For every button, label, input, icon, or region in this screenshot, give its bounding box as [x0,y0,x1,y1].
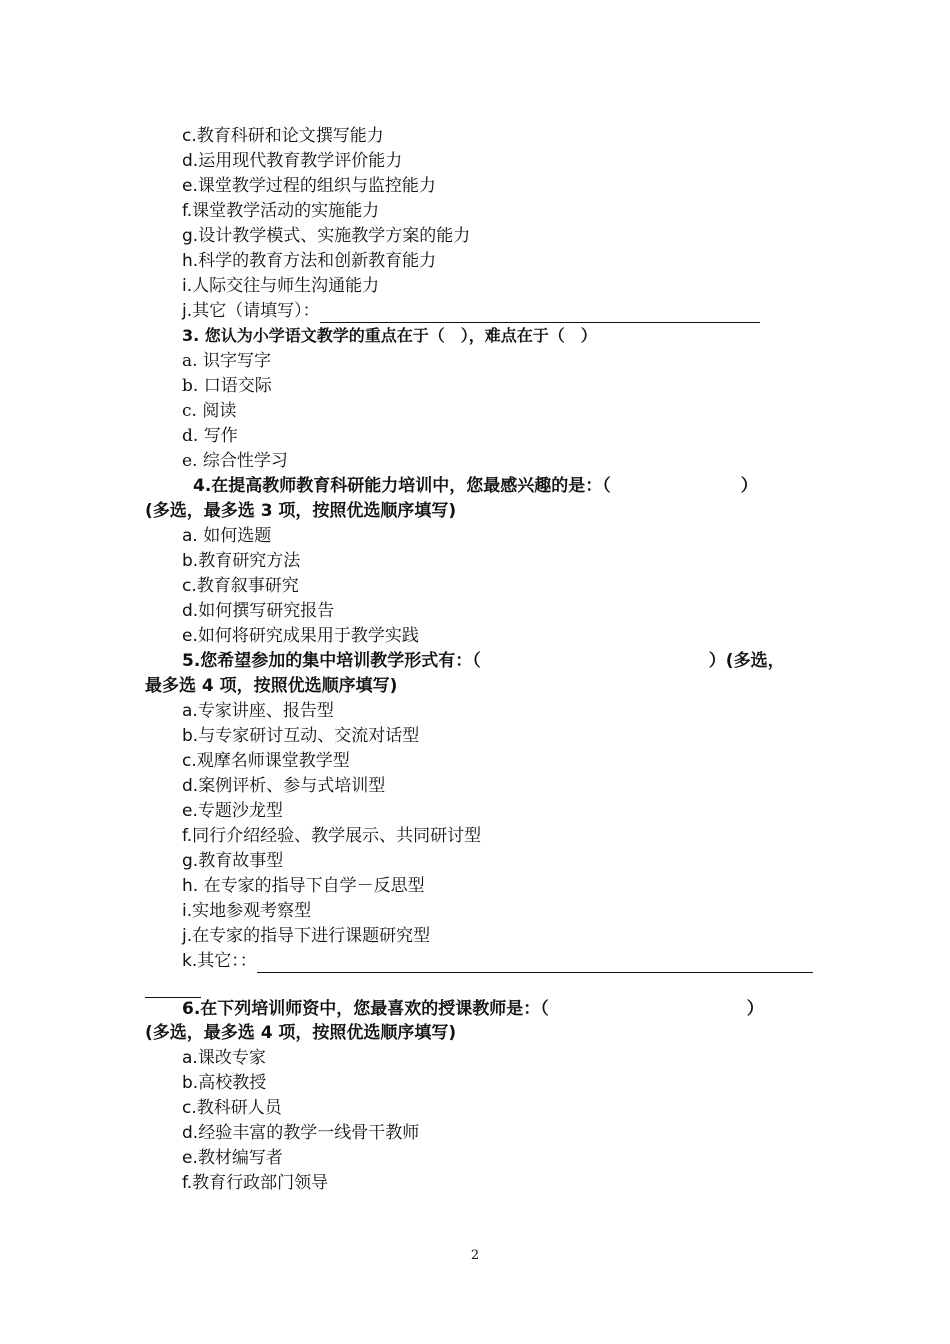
q2-option-e: e.课堂教学过程的组织与监控能力 [182,176,436,196]
q5-other-blank-cont[interactable] [145,974,201,998]
q4-title-cont: (多选，最多选 3 项，按照优选顺序填写) [145,501,457,521]
q3-option-a: a. 识字写字 [182,351,271,371]
q5-other-blank[interactable] [257,956,813,973]
q2-option-h: h.科学的教育方法和创新教育能力 [182,251,437,271]
page-number: 2 [470,1248,480,1263]
q5-title-cont: 最多选 4 项，按照优选顺序填写) [145,676,398,696]
q6-option-c: c.教科研人员 [182,1098,282,1118]
q6-title-start: 6.在下列培训师资中，您最喜欢的授课教师是：（ [182,999,549,1019]
q5-option-e: e.专题沙龙型 [182,801,283,821]
q5-option-b: b.与专家研讨互动、交流对话型 [182,726,420,746]
q6-title [182,997,764,1021]
q2-other-blank[interactable] [320,306,760,323]
q5-option-f: f.同行介绍经验、教学展示、共同研讨型 [182,826,482,846]
q6-option-f: f.教育行政部门领导 [182,1173,329,1193]
q5-option-i: i.实地参观考察型 [182,901,312,921]
q3-title: 3. 您认为小学语文教学的重点在于（ ），难点在于（ ） [182,326,597,345]
q3-option-b: b. 口语交际 [182,376,272,396]
q4-option-e: e.如何将研究成果用于教学实践 [182,626,419,646]
q4-option-c: c.教育叙事研究 [182,576,299,596]
q2-option-c: c.教育科研和论文撰写能力 [182,126,384,146]
q5-title-start: 5.您希望参加的集中培训教学形式有：（ [182,651,481,671]
q6-option-b: b.高校教授 [182,1073,267,1093]
q3-option-d: d. 写作 [182,426,238,446]
q5-option-a: a.专家讲座、报告型 [182,701,334,721]
q4-title-start: 4.在提高教师教育科研能力培训中，您最感兴趣的是：（ [193,476,611,496]
q2-option-i: i.人际交往与师生沟通能力 [182,276,380,296]
q5-option-g: g.教育故事型 [182,851,284,871]
q5-option-other [182,949,813,973]
q4-option-a: a. 如何选题 [182,526,272,546]
q2-option-g: g.设计教学模式、实施教学方案的能力 [182,226,471,246]
q4-title-end: ） [740,476,758,496]
q3-option-c: c. 阅读 [182,401,237,421]
q5-option-h: h. 在专家的指导下自学－反思型 [182,876,425,896]
q6-option-d: d.经验丰富的教学一线骨干教师 [182,1123,420,1143]
q5-title-end: ）(多选， [708,651,785,671]
q2-option-other [182,299,760,323]
q6-option-e: e.教材编写者 [182,1148,283,1168]
q5-title [182,649,785,673]
q2-other-label: j.其它（请填写）： [182,301,320,321]
q2-option-f: f.课堂教学活动的实施能力 [182,201,380,221]
q5-option-c: c.观摩名师课堂教学型 [182,751,350,771]
q6-title-cont: (多选，最多选 4 项，按照优选顺序填写) [145,1023,457,1043]
q5-option-d: d.案例评析、参与式培训型 [182,776,386,796]
q6-option-a: a.课改专家 [182,1048,266,1068]
q4-option-b: b.教育研究方法 [182,551,301,571]
q5-option-j: j.在专家的指导下进行课题研究型 [182,926,431,946]
q6-title-end: ） [746,999,764,1019]
q2-option-d: d.运用现代教育教学评价能力 [182,151,403,171]
q5-other-label: k.其它：： [182,951,257,971]
q3-option-e: e. 综合性学习 [182,451,288,471]
q4-option-d: d.如何撰写研究报告 [182,601,335,621]
q4-title [193,474,758,498]
